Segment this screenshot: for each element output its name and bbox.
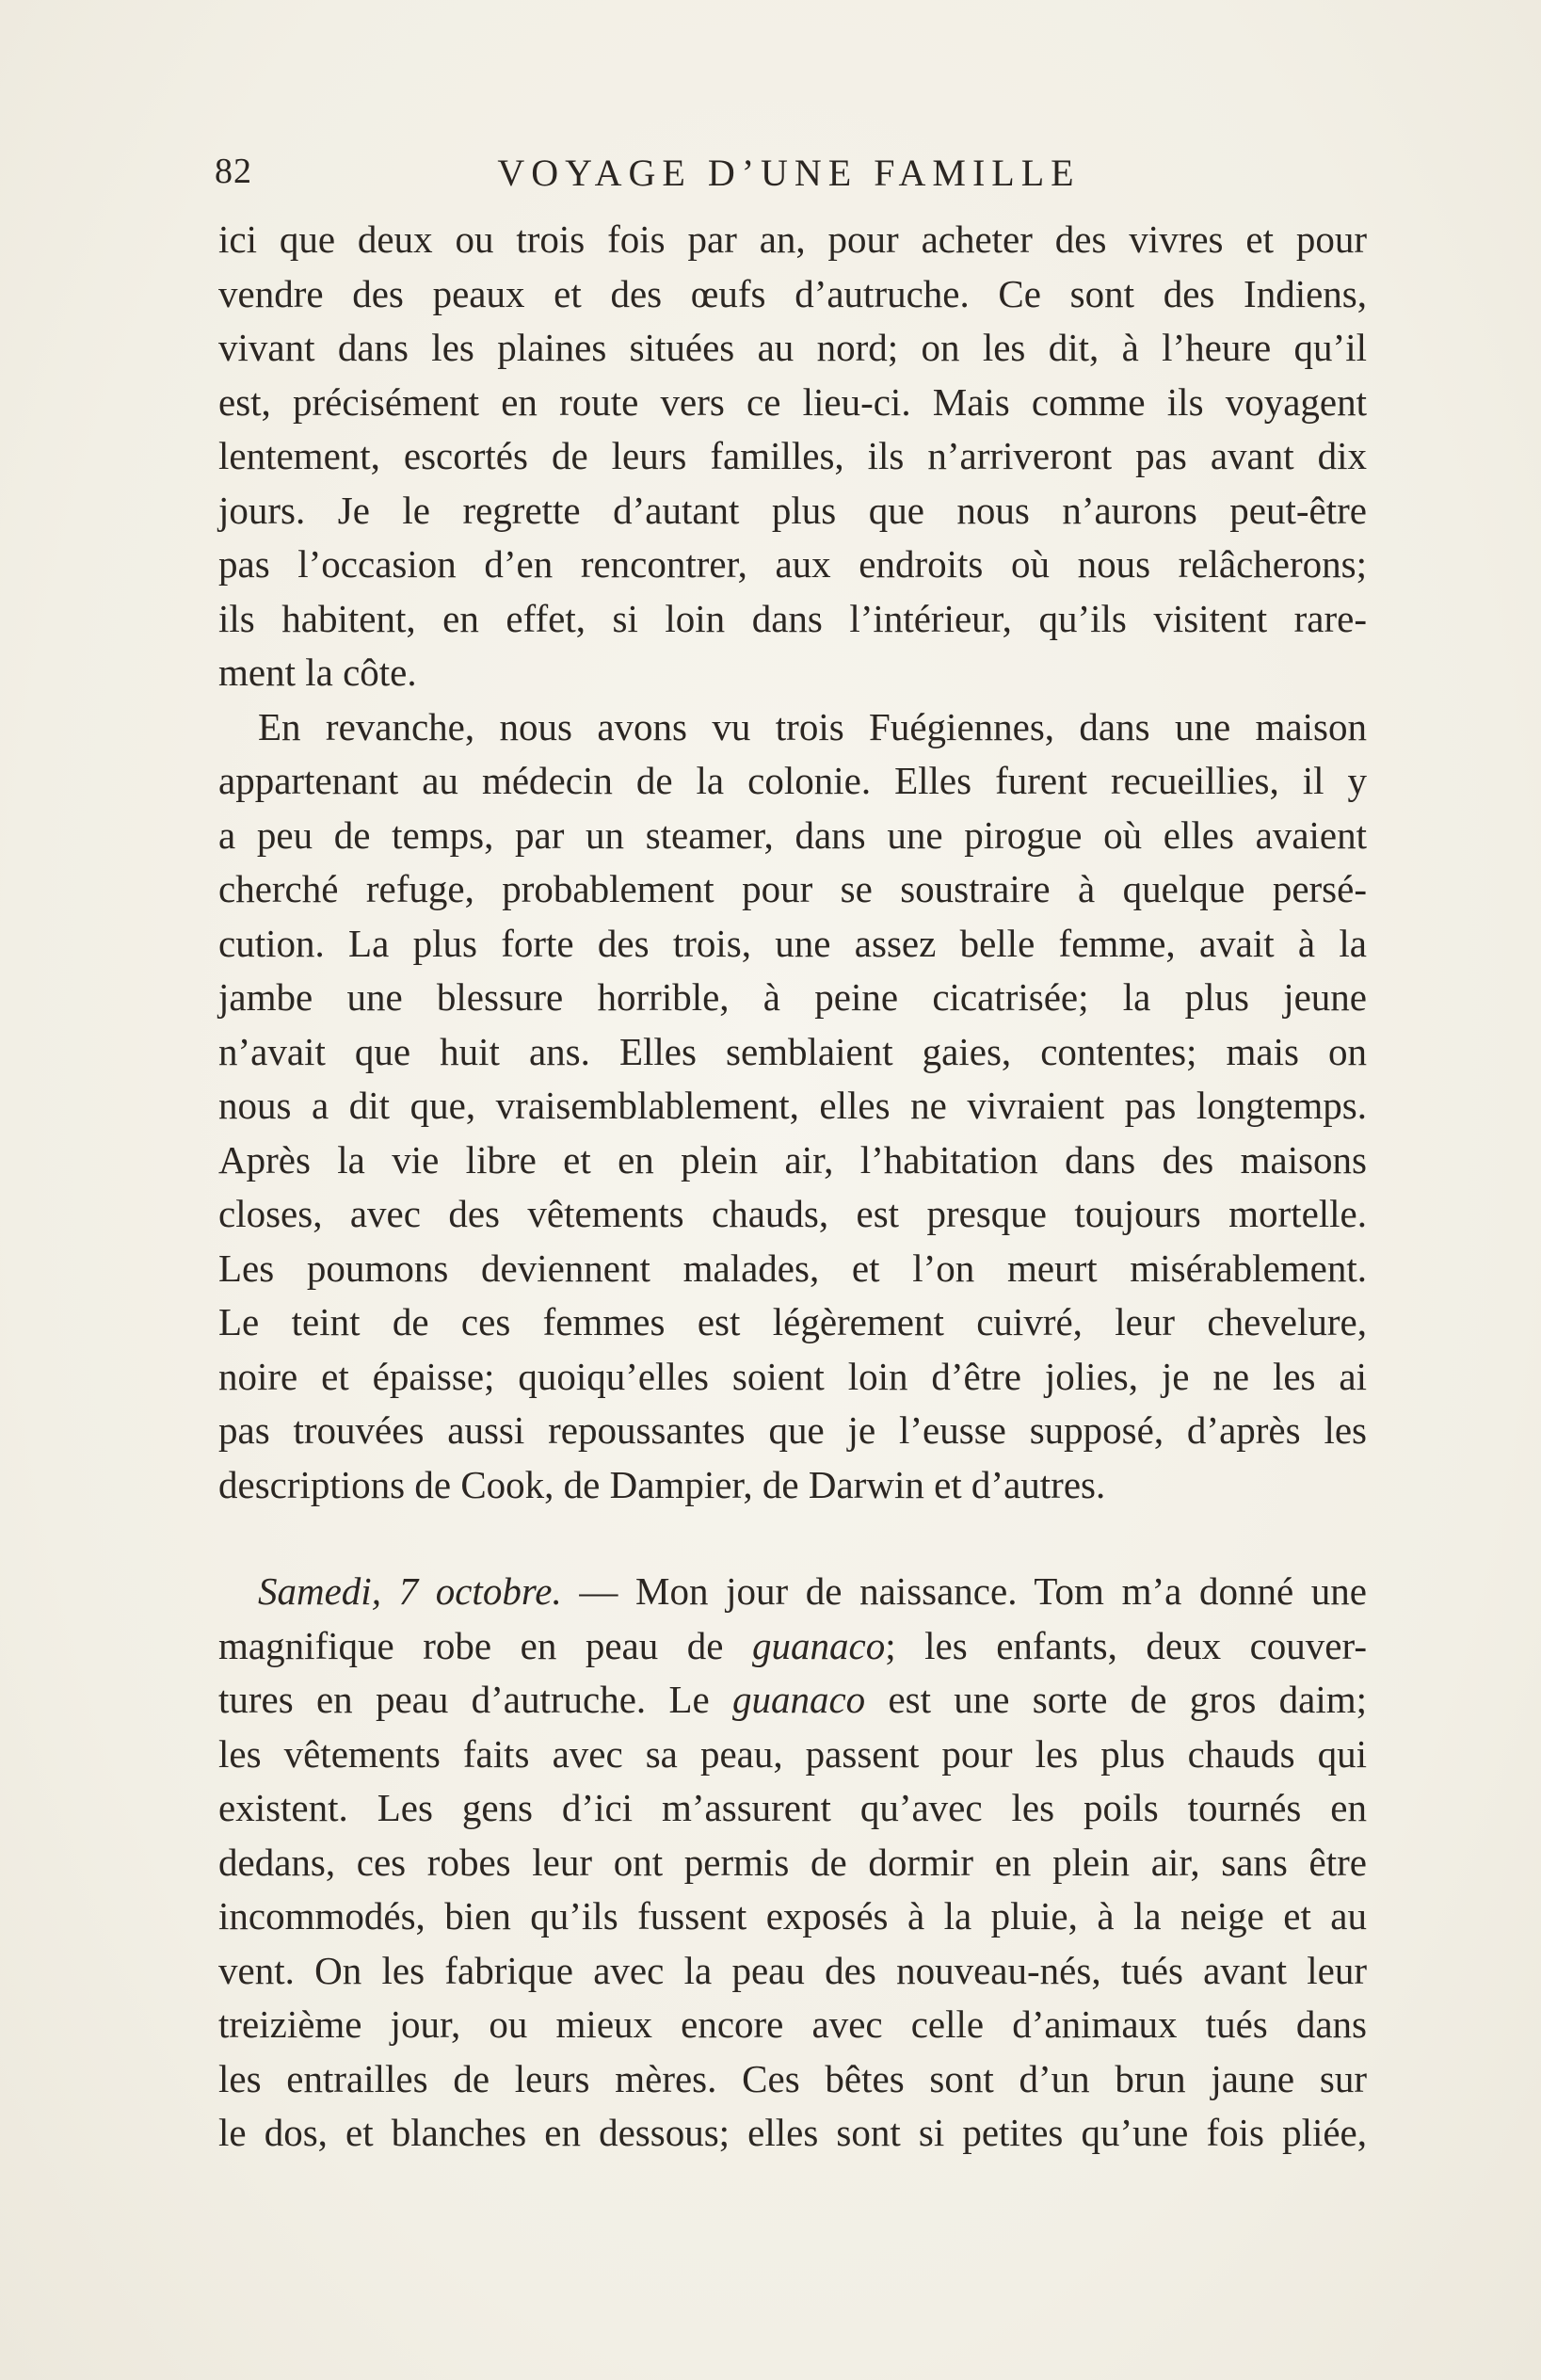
- italic-term: guanaco: [731, 1678, 866, 1721]
- running-title: VOYAGE D’UNE FAMILLE: [497, 152, 1081, 194]
- text-line: incommodés, bien qu’ils fussent exposés à la pluie, à la neige et au: [218, 1894, 1367, 1938]
- paragraph-2: [218, 700, 1367, 1513]
- text-line: existent. Les gens d’ici m’assurent qu’avec les poils tournés en: [218, 1786, 1367, 1829]
- text-run: ; les enfants, deux couver-: [885, 1623, 1367, 1667]
- paragraph-1: [218, 213, 1367, 700]
- page-number: 82: [215, 152, 252, 191]
- text-run: est une sorte de gros daim;: [865, 1678, 1367, 1721]
- text-line: Le teint de ces femmes est légèrement cuivré, leur chevelure,: [218, 1300, 1367, 1343]
- text-line: vivant dans les plaines situées au nord; on les dit, à l’heure qu’il: [218, 326, 1367, 369]
- text-run: — Mon jour de naissance. Tom m’a donné une: [561, 1569, 1367, 1613]
- body-text: [218, 213, 1367, 2161]
- text-run: magnifique robe en peau de: [218, 1623, 753, 1667]
- text-line: les entrailles de leurs mères. Ces bêtes sont d’un brun jaune sur: [218, 2056, 1367, 2100]
- text-line: les vêtements faits avec sa peau, passent pour les plus chauds qui: [218, 1731, 1367, 1776]
- text-line: ils habitent, en effet, si loin dans l’intérieur, qu’ils visitent rare-: [218, 596, 1367, 640]
- text-line: treizième jour, ou mieux encore avec celle d’animaux tués dans: [218, 2002, 1367, 2046]
- text-line: closes, avec des vêtements chauds, est presque toujours mortelle.: [218, 1192, 1367, 1235]
- text-line: En revanche, nous avons vu trois Fuégiennes, dans une maison: [258, 704, 1367, 748]
- text-line: pas trouvées aussi repoussantes que je l’eusse supposé, d’après les: [218, 1408, 1367, 1452]
- paragraph-3-diary-entry: [218, 1565, 1367, 2161]
- text-line: vent. On les fabrique avec la peau des nouveau-nés, tués avant leur: [218, 1948, 1367, 1992]
- text-run: tures en peau d’autruche. Le: [218, 1678, 732, 1721]
- page-header: [215, 151, 1363, 207]
- text-line: dedans, ces robes leur ont permis de dormir en plein air, sans être: [218, 1840, 1367, 1884]
- text-line: Après la vie libre et en plein air, l’habitation dans des maisons: [218, 1137, 1367, 1182]
- text-line: vendre des peaux et des œufs d’autruche. Ce sont des Indiens,: [218, 271, 1367, 315]
- text-line: noire et épaisse; quoiqu’elles soient loin d’être jolies, je ne les ai: [218, 1354, 1367, 1398]
- text-line: [218, 1619, 1367, 1674]
- text-line: Les poumons deviennent malades, et l’on meurt misérablement.: [218, 1246, 1367, 1290]
- entry-date: Samedi, 7 octobre.: [258, 1569, 562, 1613]
- text-line: n’avait que huit ans. Elles semblaient gaies, contentes; mais on: [218, 1029, 1367, 1073]
- text-line: appartenant au médecin de la colonie. Elles furent recueillies, il y: [218, 759, 1367, 802]
- text-line: le dos, et blanches en dessous; elles sont si petites qu’une fois pliée,: [218, 2111, 1367, 2154]
- section-gap: [218, 1512, 1367, 1565]
- text-line: a peu de temps, par un steamer, dans une pirogue où elles avaient: [218, 812, 1367, 857]
- text-line: cution. La plus forte des trois, une assez belle femme, avait à la: [218, 921, 1367, 965]
- text-line: pas l’occasion d’en rencontrer, aux endroits où nous relâcherons;: [218, 542, 1367, 586]
- text-line: cherché refuge, probablement pour se soustraire à quelque persé-: [218, 867, 1367, 910]
- italic-term: guanaco: [752, 1623, 886, 1667]
- text-line: est, précisément en route vers ce lieu-ci. Mais comme ils voyagent: [218, 379, 1367, 424]
- text-line: lentement, escortés de leurs familles, ils n’arriveront pas avant dix: [218, 434, 1367, 477]
- text-line: nous a dit que, vraisemblablement, elles ne vivraient pas longtemps.: [218, 1084, 1367, 1127]
- text-line: ici que deux ou trois fois par an, pour acheter des vivres et pour: [218, 217, 1367, 261]
- text-line: [218, 1565, 1367, 1619]
- text-line: ment la côte.: [218, 651, 417, 694]
- text-line: jambe une blessure horrible, à peine cicatrisée; la plus jeune: [218, 975, 1367, 1019]
- text-line: jours. Je le regrette d’autant plus que nous n’aurons peut-être: [218, 488, 1367, 532]
- text-line: [218, 1673, 1367, 1728]
- text-line: descriptions de Cook, de Dampier, de Darwin et d’autres.: [218, 1462, 1106, 1506]
